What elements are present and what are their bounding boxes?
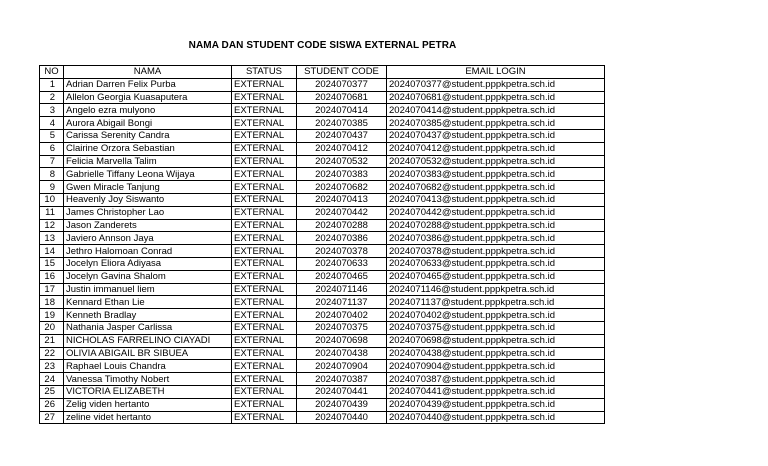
student-status-cell: EXTERNAL (232, 181, 297, 194)
student-code-cell: 2024070413 (297, 193, 387, 206)
email-login-cell: 2024070439@student.pppkpetra.sch.id (387, 398, 605, 411)
student-code-cell: 2024070437 (297, 129, 387, 142)
student-name-cell: Allelon Georgia Kuasaputera (64, 91, 232, 104)
student-status-cell: EXTERNAL (232, 309, 297, 322)
table-row (40, 181, 605, 194)
header-student-code: STUDENT CODE (297, 66, 387, 79)
table-row (40, 219, 605, 232)
email-login-cell: 2024070442@student.pppkpetra.sch.id (387, 206, 605, 219)
student-name-cell: Gwen Miracle Tanjung (64, 181, 232, 194)
row-number-cell: 18 (40, 296, 64, 309)
student-status-cell: EXTERNAL (232, 296, 297, 309)
student-name-cell: Jethro Halomoan Conrad (64, 245, 232, 258)
table-row (40, 373, 605, 386)
row-number-cell: 4 (40, 117, 64, 130)
email-login-cell: 2024070633@student.pppkpetra.sch.id (387, 257, 605, 270)
student-status-cell: EXTERNAL (232, 373, 297, 386)
student-code-cell: 2024070412 (297, 142, 387, 155)
student-name-cell: Heavenly Joy Siswanto (64, 193, 232, 206)
email-login-cell: 2024070441@student.pppkpetra.sch.id (387, 385, 605, 398)
row-number-cell: 27 (40, 411, 64, 424)
student-status-cell: EXTERNAL (232, 104, 297, 117)
student-code-cell: 2024070438 (297, 347, 387, 360)
student-code-cell: 2024070442 (297, 206, 387, 219)
student-code-cell: 2024070440 (297, 411, 387, 424)
student-name-cell: OLIVIA ABIGAIL BR SIBUEA (64, 347, 232, 360)
student-name-cell: Adrian Darren Felix Purba (64, 78, 232, 91)
row-number-cell: 20 (40, 321, 64, 334)
row-number-cell: 8 (40, 168, 64, 181)
student-status-cell: EXTERNAL (232, 245, 297, 258)
student-code-cell: 2024070387 (297, 373, 387, 386)
student-status-cell: EXTERNAL (232, 398, 297, 411)
row-number-cell: 21 (40, 334, 64, 347)
student-code-cell: 2024070378 (297, 245, 387, 258)
table-row (40, 104, 605, 117)
table-row (40, 360, 605, 373)
student-status-cell: EXTERNAL (232, 283, 297, 296)
student-name-cell: Carissa Serenity Candra (64, 129, 232, 142)
row-number-cell: 15 (40, 257, 64, 270)
table-row (40, 245, 605, 258)
table-row (40, 206, 605, 219)
table-row (40, 398, 605, 411)
student-name-cell: James Christopher Lao (64, 206, 232, 219)
email-login-cell: 2024070465@student.pppkpetra.sch.id (387, 270, 605, 283)
table-row (40, 155, 605, 168)
row-number-cell: 16 (40, 270, 64, 283)
email-login-cell: 2024070375@student.pppkpetra.sch.id (387, 321, 605, 334)
row-number-cell: 14 (40, 245, 64, 258)
table-row (40, 309, 605, 322)
email-login-cell: 2024070412@student.pppkpetra.sch.id (387, 142, 605, 155)
row-number-cell: 19 (40, 309, 64, 322)
student-code-cell: 2024070439 (297, 398, 387, 411)
student-code-cell: 2024070288 (297, 219, 387, 232)
student-name-cell: Gabrielle Tiffany Leona Wijaya (64, 168, 232, 181)
email-login-cell: 2024070387@student.pppkpetra.sch.id (387, 373, 605, 386)
student-name-cell: Jocelyn Gavina Shalom (64, 270, 232, 283)
email-login-cell: 2024070532@student.pppkpetra.sch.id (387, 155, 605, 168)
row-number-cell: 9 (40, 181, 64, 194)
table-row (40, 91, 605, 104)
student-status-cell: EXTERNAL (232, 321, 297, 334)
student-status-cell: EXTERNAL (232, 219, 297, 232)
student-name-cell: Felicia Marvella Talim (64, 155, 232, 168)
email-login-cell: 2024070440@student.pppkpetra.sch.id (387, 411, 605, 424)
student-name-cell: Zelig viden hertanto (64, 398, 232, 411)
student-code-cell: 2024070386 (297, 232, 387, 245)
table-row (40, 385, 605, 398)
row-number-cell: 13 (40, 232, 64, 245)
student-name-cell: Clairine Orzora Sebastian (64, 142, 232, 155)
student-code-cell: 2024071146 (297, 283, 387, 296)
student-code-cell: 2024070633 (297, 257, 387, 270)
header-email-login: EMAIL LOGIN (387, 66, 605, 79)
student-code-cell: 2024070402 (297, 309, 387, 322)
row-number-cell: 6 (40, 142, 64, 155)
student-status-cell: EXTERNAL (232, 360, 297, 373)
row-number-cell: 12 (40, 219, 64, 232)
student-code-cell: 2024070698 (297, 334, 387, 347)
table-row (40, 78, 605, 91)
student-status-cell: EXTERNAL (232, 270, 297, 283)
email-login-cell: 2024070383@student.pppkpetra.sch.id (387, 168, 605, 181)
student-status-cell: EXTERNAL (232, 347, 297, 360)
table-header-row (40, 66, 605, 79)
email-login-cell: 2024070438@student.pppkpetra.sch.id (387, 347, 605, 360)
student-name-cell: Angelo ezra mulyono (64, 104, 232, 117)
row-number-cell: 22 (40, 347, 64, 360)
email-login-cell: 2024070402@student.pppkpetra.sch.id (387, 309, 605, 322)
student-name-cell: NICHOLAS FARRELINO CIAYADI (64, 334, 232, 347)
student-status-cell: EXTERNAL (232, 206, 297, 219)
email-login-cell: 2024070682@student.pppkpetra.sch.id (387, 181, 605, 194)
student-status-cell: EXTERNAL (232, 385, 297, 398)
student-name-cell: Nathania Jasper Carlissa (64, 321, 232, 334)
email-login-cell: 2024070288@student.pppkpetra.sch.id (387, 219, 605, 232)
table-row (40, 232, 605, 245)
table-row (40, 270, 605, 283)
email-login-cell: 2024070437@student.pppkpetra.sch.id (387, 129, 605, 142)
email-login-cell: 2024070698@student.pppkpetra.sch.id (387, 334, 605, 347)
table-row (40, 411, 605, 424)
table-row (40, 142, 605, 155)
student-code-cell: 2024070904 (297, 360, 387, 373)
email-login-cell: 2024071146@student.pppkpetra.sch.id (387, 283, 605, 296)
student-name-cell: Javiero Annson Jaya (64, 232, 232, 245)
student-name-cell: Kenneth Bradlay (64, 309, 232, 322)
student-name-cell: Jocelyn Eliora Adiyasa (64, 257, 232, 270)
row-number-cell: 10 (40, 193, 64, 206)
student-status-cell: EXTERNAL (232, 168, 297, 181)
student-status-cell: EXTERNAL (232, 142, 297, 155)
email-login-cell: 2024070386@student.pppkpetra.sch.id (387, 232, 605, 245)
email-login-cell: 2024070378@student.pppkpetra.sch.id (387, 245, 605, 258)
email-login-cell: 2024070414@student.pppkpetra.sch.id (387, 104, 605, 117)
student-name-cell: Vanessa Timothy Nobert (64, 373, 232, 386)
student-code-cell: 2024070681 (297, 91, 387, 104)
student-status-cell: EXTERNAL (232, 334, 297, 347)
student-name-cell: zeline videt hertanto (64, 411, 232, 424)
email-login-cell: 2024070904@student.pppkpetra.sch.id (387, 360, 605, 373)
table-row (40, 117, 605, 130)
student-status-cell: EXTERNAL (232, 232, 297, 245)
row-number-cell: 1 (40, 78, 64, 91)
student-code-cell: 2024070414 (297, 104, 387, 117)
student-status-cell: EXTERNAL (232, 91, 297, 104)
student-code-cell: 2024070383 (297, 168, 387, 181)
header-no: NO (40, 66, 64, 79)
student-name-cell: Justin immanuel liem (64, 283, 232, 296)
email-login-cell: 2024070681@student.pppkpetra.sch.id (387, 91, 605, 104)
student-code-cell: 2024070377 (297, 78, 387, 91)
row-number-cell: 17 (40, 283, 64, 296)
email-login-cell: 2024070413@student.pppkpetra.sch.id (387, 193, 605, 206)
student-status-cell: EXTERNAL (232, 257, 297, 270)
student-code-cell: 2024070465 (297, 270, 387, 283)
student-name-cell: Raphael Louis Chandra (64, 360, 232, 373)
email-login-cell: 2024070377@student.pppkpetra.sch.id (387, 78, 605, 91)
row-number-cell: 3 (40, 104, 64, 117)
header-status: STATUS (232, 66, 297, 79)
student-status-cell: EXTERNAL (232, 193, 297, 206)
student-status-cell: EXTERNAL (232, 411, 297, 424)
table-row (40, 168, 605, 181)
student-status-cell: EXTERNAL (232, 117, 297, 130)
table-row (40, 321, 605, 334)
email-login-cell: 2024070385@student.pppkpetra.sch.id (387, 117, 605, 130)
header-nama: NAMA (64, 66, 232, 79)
row-number-cell: 26 (40, 398, 64, 411)
email-login-cell: 2024071137@student.pppkpetra.sch.id (387, 296, 605, 309)
table-row (40, 347, 605, 360)
student-name-cell: VICTORIA ELIZABETH (64, 385, 232, 398)
student-code-cell: 2024070441 (297, 385, 387, 398)
row-number-cell: 7 (40, 155, 64, 168)
table-row (40, 129, 605, 142)
student-status-cell: EXTERNAL (232, 78, 297, 91)
table-body (40, 78, 605, 424)
table-row (40, 334, 605, 347)
row-number-cell: 11 (40, 206, 64, 219)
table-row (40, 296, 605, 309)
row-number-cell: 5 (40, 129, 64, 142)
student-name-cell: Aurora Abigail Bongi (64, 117, 232, 130)
student-status-cell: EXTERNAL (232, 129, 297, 142)
table-row (40, 257, 605, 270)
student-status-cell: EXTERNAL (232, 155, 297, 168)
row-number-cell: 25 (40, 385, 64, 398)
row-number-cell: 24 (40, 373, 64, 386)
row-number-cell: 2 (40, 91, 64, 104)
student-code-cell: 2024070532 (297, 155, 387, 168)
page-title: NAMA DAN STUDENT CODE SISWA EXTERNAL PETRA (188, 40, 457, 51)
student-name-cell: Jason Zanderets (64, 219, 232, 232)
student-code-cell: 2024070375 (297, 321, 387, 334)
table-row (40, 283, 605, 296)
student-name-cell: Kennard Ethan Lie (64, 296, 232, 309)
row-number-cell: 23 (40, 360, 64, 373)
student-code-cell: 2024070682 (297, 181, 387, 194)
table-row (40, 193, 605, 206)
student-code-cell: 2024070385 (297, 117, 387, 130)
student-table (39, 65, 605, 424)
student-code-cell: 2024071137 (297, 296, 387, 309)
